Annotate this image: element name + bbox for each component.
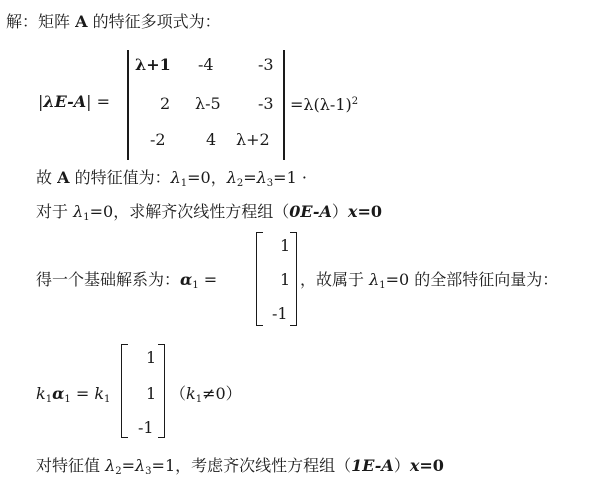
det-lhs-open: | <box>38 92 44 111</box>
k-eq: = <box>70 384 95 403</box>
system-line-1 <box>36 202 382 228</box>
det-rhs-exponent: 2 <box>351 96 359 107</box>
sys1-sub: 1 <box>83 212 90 223</box>
sys1-eq: =0 <box>357 202 382 221</box>
eig-sub-3: 3 <box>266 178 274 189</box>
system-line-2 <box>36 456 444 482</box>
det-cell-3-1: -2 <box>150 130 166 149</box>
k-line-right <box>170 384 242 410</box>
vector2-left-bracket <box>121 344 128 438</box>
det-cell-1-2: -4 <box>198 55 214 74</box>
sys2-lambda-3: λ <box>135 456 146 475</box>
vector2-right-bracket <box>158 344 165 438</box>
eig-matrix-symbol: A <box>57 168 70 187</box>
sys2-lambda-2: λ <box>105 456 116 475</box>
det-cell-3-3: λ+2 <box>236 130 270 149</box>
det-cell-2-2: λ-5 <box>195 94 221 113</box>
sys1-x: x <box>347 202 358 221</box>
basis-sub: 1 <box>192 280 199 291</box>
intro-suffix: 的特征多项式为： <box>87 12 221 31</box>
eig-sub-1: 1 <box>180 178 188 189</box>
eig-val-23: =1 · <box>273 168 307 187</box>
eigenvalues-line <box>36 168 307 194</box>
eig-text2: 的特征值为： <box>69 168 171 187</box>
matrix-symbol: A <box>75 12 88 31</box>
basis-text2: ，故属于 <box>300 270 370 289</box>
vector1-entry-1: 1 <box>280 236 291 255</box>
det-cell-1-3: -3 <box>258 55 274 74</box>
det-lhs-expr: λE-A <box>43 92 87 111</box>
basis-line-left <box>36 270 217 296</box>
k-line-left <box>36 384 110 410</box>
sys2-close: ） <box>393 456 410 475</box>
sys2-text1: 对特征值 <box>36 456 106 475</box>
det-lhs <box>38 92 110 112</box>
intro-line <box>6 12 221 32</box>
eig-sub-2: 2 <box>236 178 244 189</box>
eig-eq: = <box>243 168 257 187</box>
det-cell-3-2: 4 <box>206 130 217 149</box>
sys1-expr: 0E-A <box>289 202 332 221</box>
det-right-bar <box>283 50 285 160</box>
sys2-text2: =1，考虑齐次线性方程组（ <box>151 456 352 475</box>
basis-text1: 得一个基础解系为： <box>36 270 181 289</box>
vector1-right-bracket <box>290 232 297 326</box>
eig-text1: 故 <box>36 168 58 187</box>
vector2-entry-2: 1 <box>146 384 157 403</box>
basis-eq: = <box>198 270 218 289</box>
basis-alpha: α <box>180 270 193 289</box>
basis-sub-2: 1 <box>379 280 386 291</box>
k-alpha: α <box>52 384 65 403</box>
k-symbol-2: k <box>94 384 105 403</box>
basis-lambda: λ <box>369 270 380 289</box>
sys1-text1: 对于 <box>36 202 74 221</box>
k-cond: ≠0） <box>202 384 242 403</box>
eig-lambda-1: λ <box>170 168 181 187</box>
sys2-x: x <box>409 456 420 475</box>
k-symbol-3: k <box>186 384 196 403</box>
det-left-bar <box>127 50 129 160</box>
det-cell-2-1: 2 <box>160 94 171 113</box>
eig-lambda-2: λ <box>226 168 237 187</box>
sys1-lambda: λ <box>73 202 84 221</box>
k-symbol-1: k <box>36 384 46 403</box>
vector1-left-bracket <box>256 232 263 326</box>
vector2-entry-3: -1 <box>138 418 154 437</box>
det-rhs <box>290 92 358 115</box>
sys1-close: ） <box>331 202 348 221</box>
eig-val-1: =0， <box>187 168 227 187</box>
vector1-entry-2: 1 <box>280 270 291 289</box>
sys1-text2: =0，求解齐次线性方程组（ <box>89 202 290 221</box>
sys2-eq: = <box>121 456 136 475</box>
basis-text3: =0 的全部特征向量为： <box>385 270 559 289</box>
k-alpha-sub: 1 <box>64 394 71 405</box>
det-rhs-expr: =λ(λ-1) <box>290 95 352 114</box>
det-lhs-close: | = <box>86 92 111 111</box>
sys2-eq0: =0 <box>419 456 444 475</box>
k-cond-open: （ <box>170 384 187 403</box>
det-cell-2-3: -3 <box>258 94 274 113</box>
sys2-sub-2: 2 <box>115 466 122 477</box>
vector1-entry-3: -1 <box>272 304 288 323</box>
basis-line-right <box>300 270 558 296</box>
vector2-entry-1: 1 <box>146 348 157 367</box>
det-cell-1-1: λ+1 <box>135 55 171 74</box>
k-sub-1: 1 <box>45 394 53 405</box>
eig-lambda-3: λ <box>256 168 267 187</box>
k-sub-2: 1 <box>104 394 111 405</box>
sys2-expr: 1E-A <box>351 456 394 475</box>
sys2-sub-3: 3 <box>145 466 152 477</box>
k-sub-3: 1 <box>195 394 203 405</box>
intro-prefix: 解：矩阵 <box>6 12 76 31</box>
